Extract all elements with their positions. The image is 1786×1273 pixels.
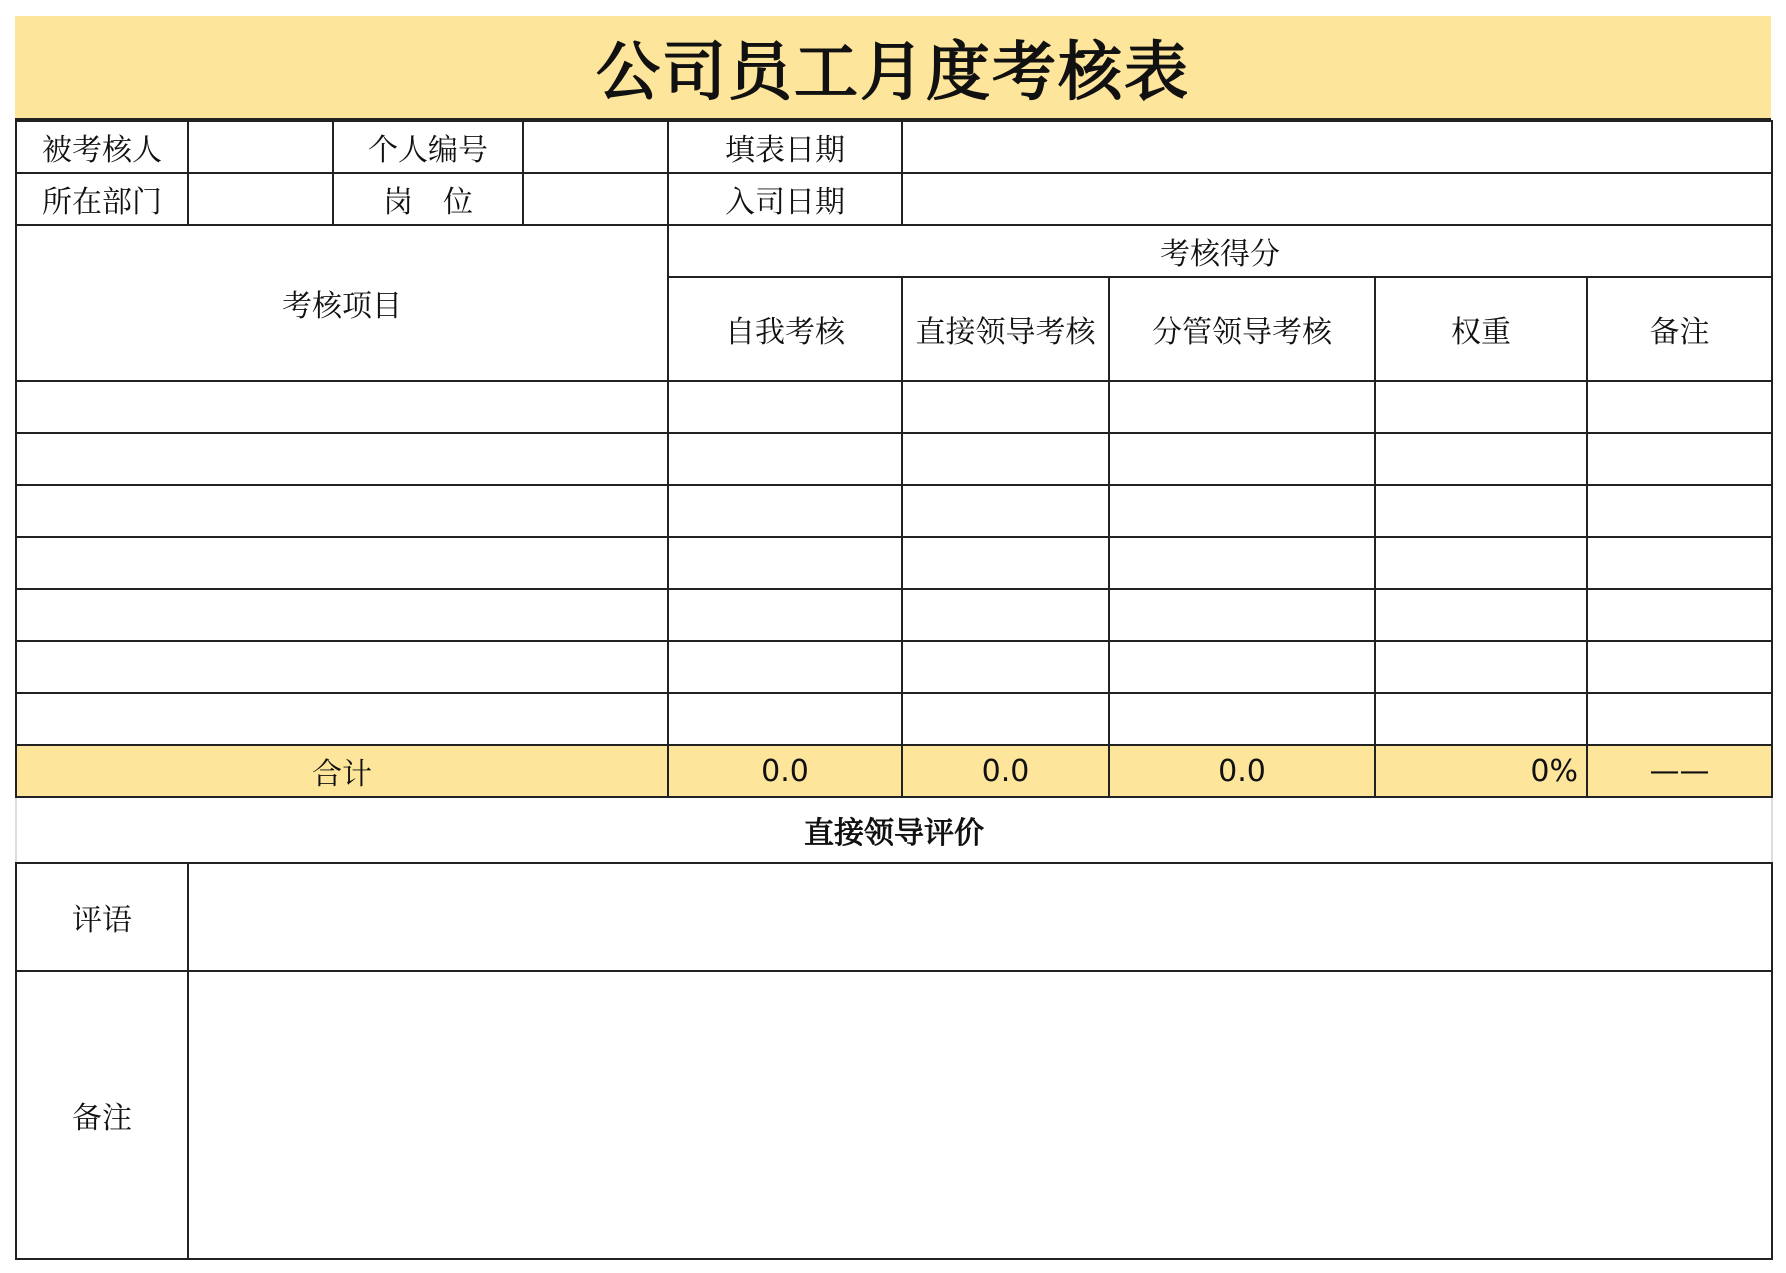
total-weight: 0% [1375,745,1587,797]
col-header-managing-leader: 分管领导考核 [1109,277,1375,381]
note-cell[interactable] [1587,537,1772,589]
managing-leader-score-cell[interactable] [1109,589,1375,641]
department-label: 所在部门 [16,173,188,225]
assessee-label: 被考核人 [16,121,188,173]
assessee-value-cell[interactable] [188,121,333,173]
form-table [15,120,1773,1260]
comment-value-cell[interactable] [188,863,1772,971]
position-label: 岗 位 [333,173,523,225]
comment-label: 评语 [16,863,188,971]
score-group-header: 考核得分 [668,225,1772,277]
comment-row [16,863,1772,971]
self-score-cell[interactable] [668,433,902,485]
col-header-weight: 权重 [1375,277,1587,381]
item-cell[interactable] [16,485,668,537]
note-cell[interactable] [1587,381,1772,433]
assessment-item-header: 考核项目 [16,225,668,381]
department-value-cell[interactable] [188,173,333,225]
managing-leader-score-cell[interactable] [1109,693,1375,745]
weight-cell[interactable] [1375,693,1587,745]
total-direct-leader: 0.0 [902,745,1109,797]
score-row [16,433,1772,485]
hire-date-label: 入司日期 [668,173,902,225]
weight-cell[interactable] [1375,485,1587,537]
note-cell[interactable] [1587,485,1772,537]
col-header-note: 备注 [1587,277,1772,381]
self-score-cell[interactable] [668,381,902,433]
weight-cell[interactable] [1375,641,1587,693]
item-cell[interactable] [16,433,668,485]
evaluation-section-row [16,797,1772,863]
direct-leader-score-cell[interactable] [902,381,1109,433]
direct-leader-score-cell[interactable] [902,641,1109,693]
weight-cell[interactable] [1375,589,1587,641]
form-title-bar [15,16,1771,120]
note-cell[interactable] [1587,589,1772,641]
score-row [16,485,1772,537]
evaluation-note-label: 备注 [16,971,188,1259]
score-row [16,589,1772,641]
managing-leader-score-cell[interactable] [1109,641,1375,693]
totals-row [16,745,1772,797]
self-score-cell[interactable] [668,485,902,537]
item-cell[interactable] [16,537,668,589]
item-cell[interactable] [16,693,668,745]
employee-id-value-cell[interactable] [523,121,668,173]
note-cell[interactable] [1587,641,1772,693]
weight-cell[interactable] [1375,433,1587,485]
note-cell[interactable] [1587,693,1772,745]
employee-id-label: 个人编号 [333,121,523,173]
self-score-cell[interactable] [668,537,902,589]
item-cell[interactable] [16,641,668,693]
totals-label: 合计 [16,745,668,797]
position-value-cell[interactable] [523,173,668,225]
item-cell[interactable] [16,381,668,433]
col-header-self: 自我考核 [668,277,902,381]
evaluation-note-row [16,971,1772,1259]
score-row [16,641,1772,693]
managing-leader-score-cell[interactable] [1109,381,1375,433]
note-cell[interactable] [1587,433,1772,485]
weight-cell[interactable] [1375,537,1587,589]
managing-leader-score-cell[interactable] [1109,537,1375,589]
evaluation-note-value-cell[interactable] [188,971,1772,1259]
direct-leader-score-cell[interactable] [902,589,1109,641]
direct-leader-score-cell[interactable] [902,537,1109,589]
fill-date-label: 填表日期 [668,121,902,173]
total-self: 0.0 [668,745,902,797]
weight-cell[interactable] [1375,381,1587,433]
self-score-cell[interactable] [668,589,902,641]
total-note: —— [1587,745,1772,797]
score-rows [16,381,1772,745]
managing-leader-score-cell[interactable] [1109,485,1375,537]
hire-date-value-cell[interactable] [902,173,1772,225]
form-title: 公司员工月度考核表 [596,36,1190,110]
direct-leader-score-cell[interactable] [902,433,1109,485]
fill-date-value-cell[interactable] [902,121,1772,173]
score-row [16,537,1772,589]
self-score-cell[interactable] [668,693,902,745]
evaluation-section-title: 直接领导评价 [16,797,1772,863]
managing-leader-score-cell[interactable] [1109,433,1375,485]
evaluation-form-sheet [15,16,1771,1260]
score-row [16,693,1772,745]
col-header-direct-leader: 直接领导考核 [902,277,1109,381]
self-score-cell[interactable] [668,641,902,693]
score-header-row-1 [16,225,1772,277]
direct-leader-score-cell[interactable] [902,693,1109,745]
item-cell[interactable] [16,589,668,641]
info-row-1 [16,121,1772,173]
score-row [16,381,1772,433]
total-managing-leader: 0.0 [1109,745,1375,797]
info-row-2 [16,173,1772,225]
direct-leader-score-cell[interactable] [902,485,1109,537]
